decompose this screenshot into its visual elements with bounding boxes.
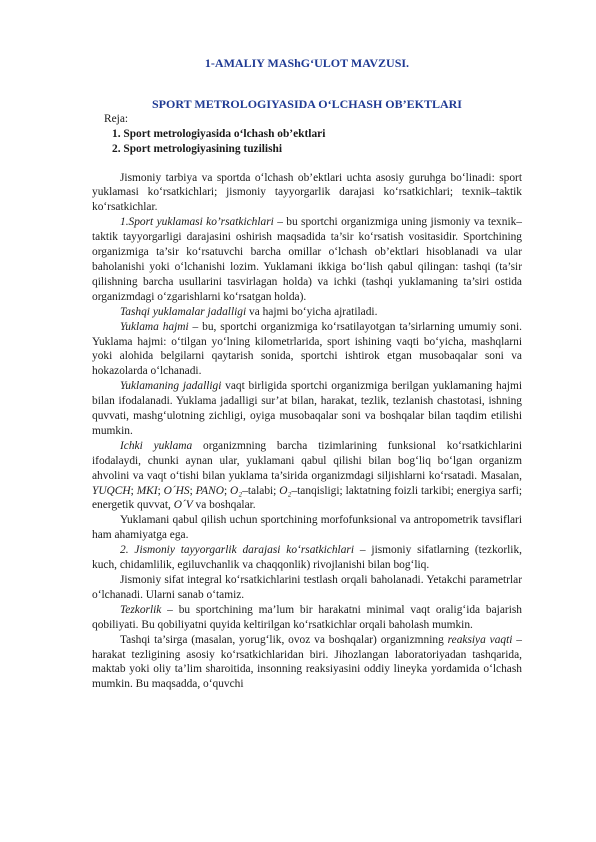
separator: ; <box>130 484 137 497</box>
paragraph-text: va boshqalar. <box>192 499 256 512</box>
paragraph-text: Tashqi ta’sirga (masalan, yorug‘lik, ovoz va boshqalar) organizmning <box>120 633 448 646</box>
plan-item: 1. Sport metrologiyasida o‘lchash ob’ektlari <box>112 127 326 140</box>
paragraph: Jismoniy sifat integral ko‘rsatkichlarini testlash orqali baholanadi. Yetakchi parametrlar o‘lchanadi. Ularni sanab o‘tamiz. <box>92 574 522 601</box>
paragraph-text: –tanqisligi; laktatning foizli tarkibi; energiya sarfi; energetik quvvat, <box>92 484 523 512</box>
abbreviation: O´V <box>173 499 193 512</box>
document-page <box>92 56 522 692</box>
emphasis: Tezkorlik <box>120 603 162 616</box>
abbreviation: MKI <box>136 484 158 497</box>
paragraph: Yuklamani qabul qilish uchun sportchining morfofunksional va antropometrik tavsiflari ham ahamiyatga ega. <box>92 514 522 542</box>
paragraph-text: – bu, sportchi organizmiga ko‘rsatilayotgan ta’sirlarning umumiy soni. Yuklama hajmi: o‘tilgan yo‘lning kilometrlarida, sport ishining vaqti bo‘yicha, mashqlarni yoki alohida belgilarni qaytarish sonida, sportchi ishtirok etgan musobaqalar soni va hokazolarda o‘lchanadi. <box>92 320 522 378</box>
page-title: 1-AMALIY MAShG‘ULOT MAVZUSI. <box>204 56 410 70</box>
paragraph-text: – bu sportchining ma’lum bir harakatni minimal vaqt oralig‘ida bajarish qobiliyati. Bu qobiliyatni quyida keltirilgan ko‘rsatkichlar orqali baholash mumkin. <box>92 603 522 631</box>
paragraph <box>92 320 522 380</box>
separator: ; <box>189 484 196 497</box>
emphasis: Tashqi yuklamalar jadalligi <box>120 305 247 318</box>
emphasis: Yuklamaning jadalligi <box>120 380 222 393</box>
emphasis: reaksiya vaqti <box>447 633 513 646</box>
paragraph-text: organizmning barcha tizimlarining funksional ko‘rsatkichlarini ifodalaydi, chunki aynan ular, yuklamani qabul qilishi bilan bog‘liq bo‘lgan organizm ahvolini va vaqt o‘tishi bilan yuklama ta’sirida organizmdagi siljishlarni ko‘rsatadi. Masalan, <box>92 439 523 482</box>
paragraph: Jismoniy tarbiya va sportda o‘lchash ob’ektlari uchta asosiy guruhga bo‘linadi: sport yuklamasi ko‘rsatkichlari; jismoniy tayyorgarlik darajasi ko‘rsatkichlari; texnik–taktik ko‘rsatkichlar. <box>92 171 522 214</box>
emphasis: 1.Sport yuklamasi ko’rsatkichlari <box>120 216 274 229</box>
paragraph <box>92 215 522 304</box>
abbreviation: O₂ <box>279 484 292 497</box>
emphasis: Ichki yuklama <box>120 439 193 452</box>
abbreviation: YUQCH <box>92 484 131 497</box>
topic-title: SPORT METROLOGIYASIDA O‘LCHASH OB’EKTLARI <box>152 96 462 111</box>
paragraph <box>92 305 522 320</box>
abbreviation: PANO <box>195 484 224 497</box>
paragraph-text: va hajmi bo‘yicha ajratiladi. <box>246 305 378 318</box>
plan-label: Reja: <box>104 112 129 125</box>
paragraph-text: – jismoniy sifatlarning (tezkorlik, kuch, chidamlilik, egiluvchanlik va chaqqonlik) rivojlanishi bilan bog‘liq. <box>92 544 522 572</box>
paragraph-text: – bu sportchi organizmiga uning jismoniy va texnik–taktik tayyorgarligi darajasini oshirish maqsadida ta’sir ko‘rsatish vositasidir. Sportchining organizmiga ta’sir ko‘rsatuvchi barcha omillar o‘lchash ob’ektlari hisoblanadi va ular baholanishi yoki o‘lchanishi lozim. Yuklamani ikkiga bo‘lish qabul qilingan: tashqi (ta’sir qilishning barcha usullarini tasvirlagan holda) va ichki (tashqi yuklamaning ta’siri ostida organizmdagi o‘zgarishlarni ko‘rsatgan holda). <box>92 216 522 303</box>
paragraph-text: – harakat tezligining asosiy ko‘rsatkichlaridan biri. Jihozlangan laboratoriyadan tashqarida, maktab yoki oliy ta’lim sharoitida, insonning reaksiyasini oddiy lineyka yordamida o‘lchash mumkin. Bu maqsadda, o‘quvchi <box>92 633 522 691</box>
separator: ; <box>223 484 230 497</box>
paragraph <box>92 439 522 514</box>
paragraph <box>92 543 522 573</box>
paragraph <box>92 633 522 693</box>
abbreviation: O₂ <box>230 484 243 497</box>
abbreviation: O´HS <box>163 484 190 497</box>
paragraph-text: –talabi; <box>242 484 280 497</box>
paragraph-text: vaqt birligida sportchi organizmiga berilgan yuklamaning hajmi bilan ifodalanadi. Yuklama jadalligi sur’at bilan, harakat, tezlik, tezlanish chastotasi, ishning quvvati, mashg‘ulotning zichligi, oyiga musobaqalar soni va boshqalar bilan taqdim etilishi mumkin. <box>92 380 522 437</box>
plan-item: 2. Sport metrologiyasining tuzilishi <box>112 142 283 155</box>
emphasis: 2. Jismoniy tayyorgarlik darajasi ko‘rsatkichlari <box>120 544 355 557</box>
separator: ; <box>157 484 164 497</box>
paragraph <box>92 379 522 439</box>
emphasis: Yuklama hajmi <box>120 320 189 333</box>
paragraph <box>92 603 522 633</box>
